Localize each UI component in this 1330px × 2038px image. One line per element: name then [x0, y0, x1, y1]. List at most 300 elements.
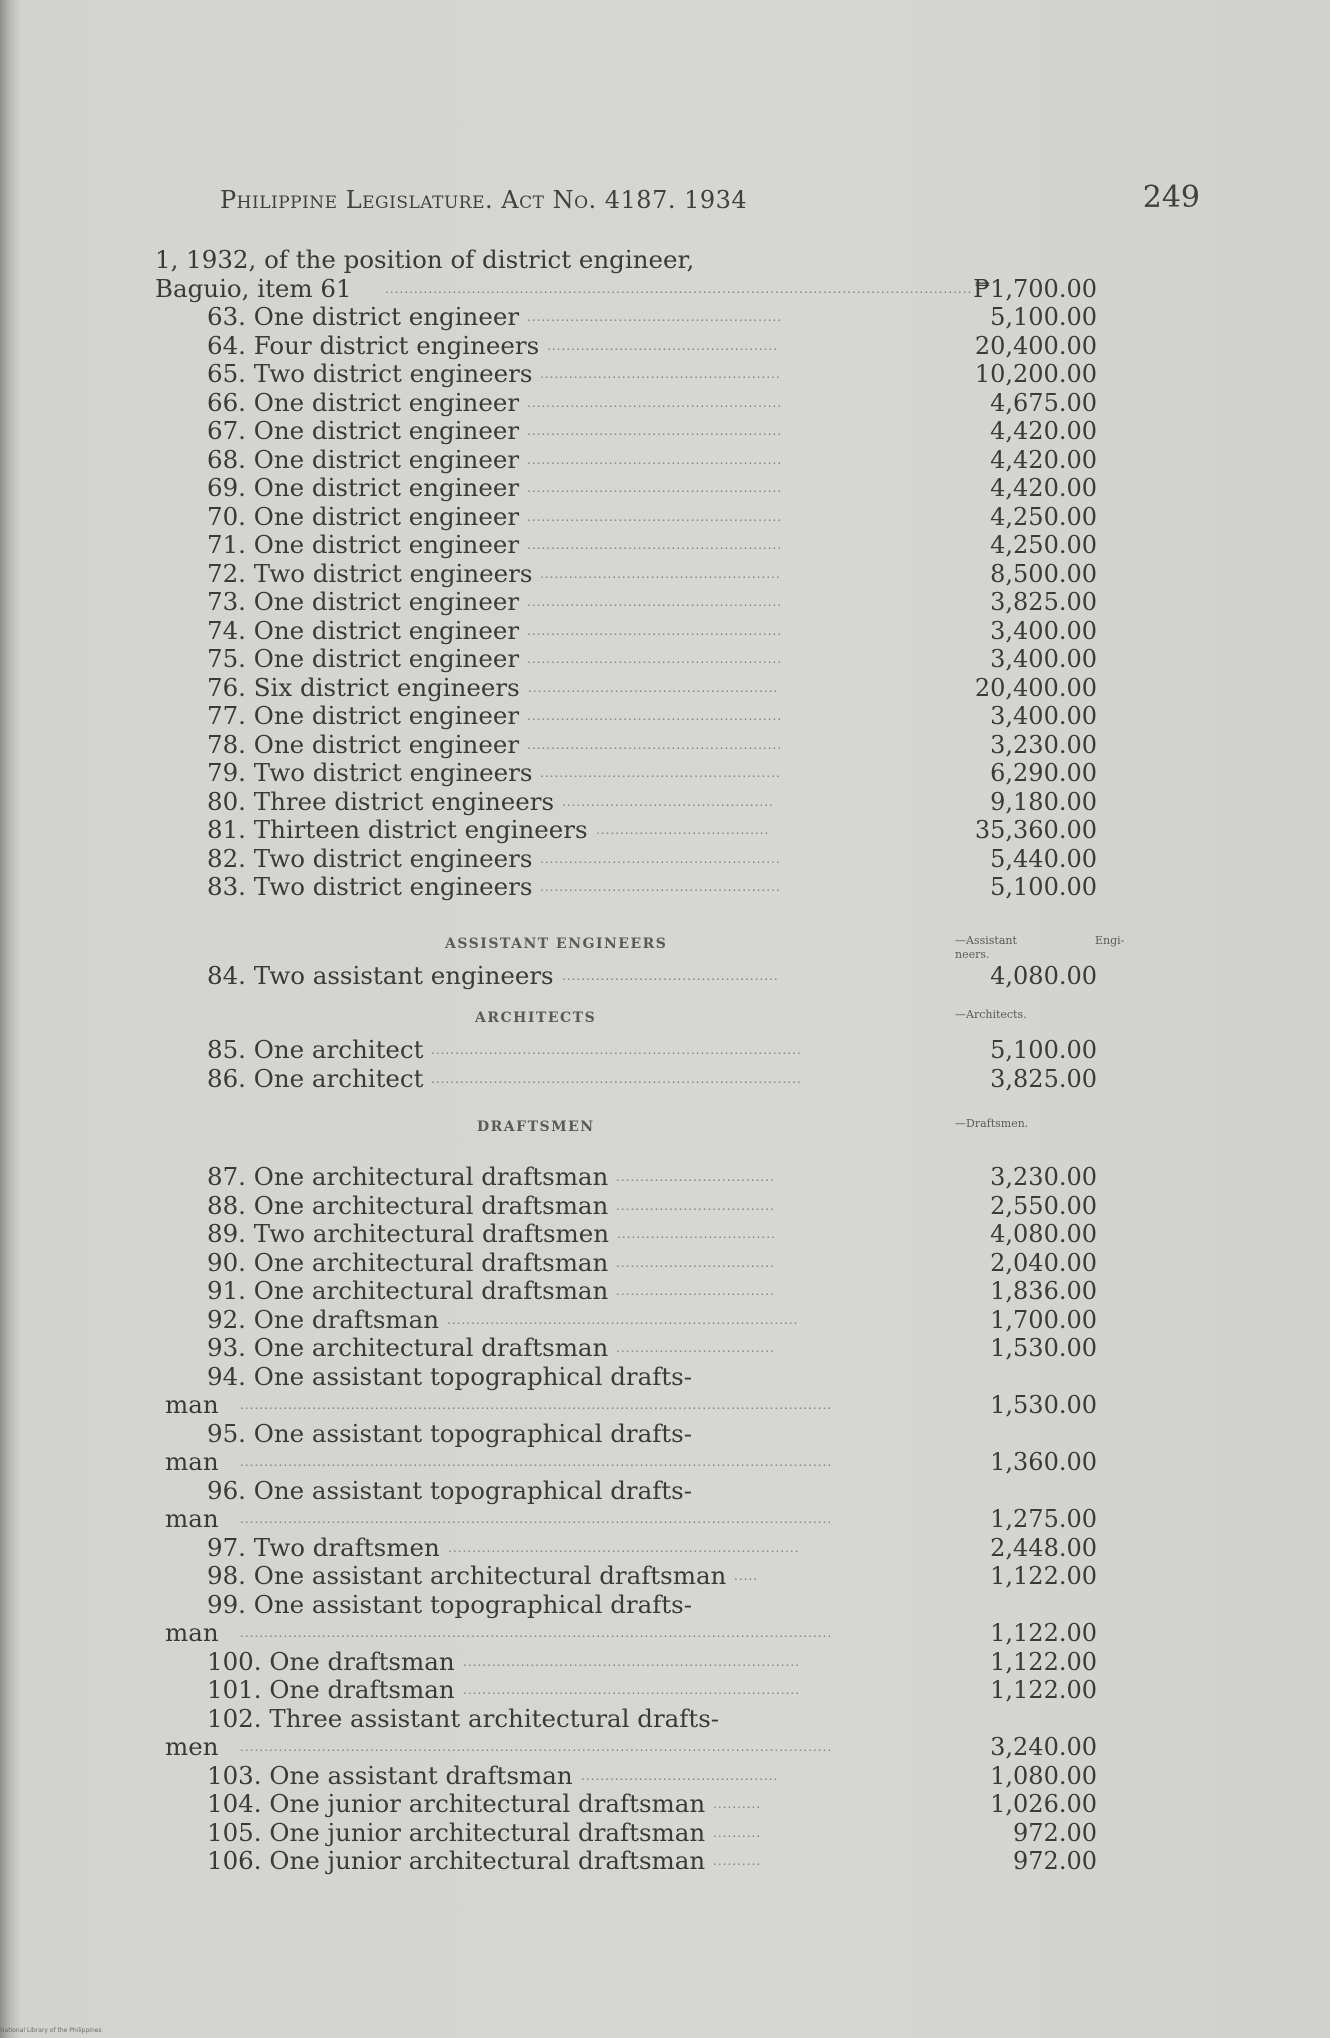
item-text: [207, 617, 519, 646]
item-amount: 4,675.00: [990, 388, 1097, 417]
item-amount: 1,026.00: [990, 1790, 1097, 1818]
leader-dots: .....................................................: [527, 737, 783, 752]
item-amount: 1,360.00: [990, 1448, 1097, 1476]
list-item: [155, 560, 1155, 589]
item-text: [207, 1790, 705, 1819]
item-text: [207, 1676, 455, 1705]
page-number: 249: [1142, 180, 1200, 215]
item-description: One assistant architectural draftsman: [253, 1561, 727, 1590]
leader-dots: .................................: [616, 1198, 775, 1213]
item-description: Two district engineers: [253, 758, 533, 787]
leader-dots: .....................................................: [527, 595, 783, 609]
item-amount: 3,240.00: [990, 1733, 1097, 1761]
item-amount: 4,250.00: [990, 502, 1097, 531]
list-item-continuation: [155, 1448, 1155, 1477]
list-item: [155, 1790, 1155, 1819]
leader-dots: .....: [734, 1569, 759, 1583]
section-title: ARCHITECTS: [475, 1010, 597, 1026]
item-text: [207, 560, 532, 589]
item-number: 80.: [207, 786, 246, 816]
item-description: One junior architectural draftsman: [269, 1789, 706, 1818]
item-amount: 35,360.00: [974, 816, 1097, 844]
item-text: [207, 1477, 692, 1506]
item-text: [207, 731, 519, 760]
leader-dots: ...........................................................................................................................: [240, 1740, 833, 1754]
item-amount: 20,400.00: [974, 331, 1097, 360]
item-number: 81.: [207, 815, 246, 844]
item-text: [207, 303, 519, 332]
item-description: One architect: [253, 1035, 424, 1064]
item-text: [207, 1363, 692, 1392]
item-description: One assistant topographical drafts-: [253, 1589, 692, 1619]
item-text: [207, 360, 532, 389]
section-architects: [155, 1000, 1155, 1036]
item-continuation: man: [165, 1618, 219, 1647]
item-number: 72.: [207, 558, 246, 588]
leader-dots: ...........................................................................................................................: [240, 1512, 833, 1526]
item-amount: 1,080.00: [990, 1761, 1097, 1790]
item-text: [207, 332, 539, 361]
leader-dots: .....................................................: [527, 538, 783, 552]
item-description: One district engineer: [253, 587, 520, 616]
item-continuation: man: [165, 1447, 219, 1476]
item-text: [207, 389, 519, 418]
item-text: [207, 1562, 726, 1591]
item-text: [207, 845, 532, 874]
leader-dots: ..................................................: [540, 367, 781, 381]
list-item: [155, 1163, 1155, 1192]
item-text: [207, 1420, 692, 1449]
leader-dots: ............................................: [562, 794, 774, 809]
item-description: One draftsman: [269, 1646, 455, 1676]
item-amount: 9,180.00: [990, 787, 1097, 816]
leader-dots: ..................................................: [540, 766, 781, 780]
item-text: [207, 1065, 423, 1094]
leader-dots: .............................................................................: [431, 1071, 802, 1086]
item-number: 91.: [207, 1276, 246, 1305]
list-item: [155, 1819, 1155, 1848]
item-amount: 3,825.00: [990, 588, 1097, 616]
item-description: One assistant topographical drafts-: [253, 1475, 692, 1505]
list-item: [155, 389, 1155, 418]
item-description: One district engineer: [253, 701, 520, 730]
list-item: [155, 360, 1155, 389]
item-number: 63.: [207, 302, 246, 331]
leader-dots: ...........................................................................................................................: [240, 1455, 833, 1469]
item-description: Two district engineers: [253, 872, 533, 901]
list-item: [155, 845, 1155, 874]
item-amount: 3,825.00: [990, 1064, 1097, 1093]
item-description: Two draftsmen: [253, 1532, 440, 1562]
item-amount: 4,080.00: [990, 961, 1097, 990]
item-description: Two district engineers: [253, 359, 533, 388]
item-description: Three district engineers: [253, 786, 555, 816]
item-number: 86.: [207, 1063, 246, 1093]
item-number: 83.: [207, 872, 246, 901]
leader-dots: .........................................: [581, 1768, 779, 1783]
item-description: Two assistant engineers: [253, 960, 554, 990]
leader-dots: .........................................................................: [448, 1540, 800, 1555]
leader-dots: .............................................................................: [431, 1043, 802, 1057]
item-amount: 4,250.00: [990, 531, 1097, 559]
item-amount: 1,122.00: [990, 1676, 1097, 1704]
item-text: [207, 873, 532, 902]
item-amount: 10,200.00: [974, 360, 1097, 388]
item-amount: 8,500.00: [990, 559, 1097, 588]
intro-line-1: 1, 1932, of the position of district engineer,: [155, 245, 695, 274]
item-amount: 1,700.00: [990, 1305, 1097, 1334]
margin-note: —Architects.: [955, 1008, 1027, 1021]
draftsmen-list: [155, 1163, 1155, 1876]
list-item: [155, 332, 1155, 361]
item-number: 89.: [207, 1219, 246, 1248]
item-text: [207, 1847, 705, 1876]
list-item: [155, 873, 1155, 902]
section-title: ASSISTANT ENGINEERS: [445, 935, 668, 952]
item-amount: 5,440.00: [990, 844, 1097, 873]
list-item: [155, 816, 1155, 845]
item-continuation: man: [165, 1504, 219, 1533]
list-item: [155, 1065, 1155, 1094]
leader-dots: .....................................................: [527, 424, 783, 438]
intro-line-2: Baguio, item 61: [155, 273, 352, 303]
item-text: [207, 1163, 608, 1192]
item-description: One draftsman: [253, 1304, 440, 1334]
item-number: 76.: [207, 672, 246, 702]
item-text: [207, 816, 588, 845]
item-text: [207, 674, 520, 703]
item-amount: 1,122.00: [990, 1647, 1097, 1676]
list-item: [155, 1249, 1155, 1278]
item-amount: 4,080.00: [990, 1220, 1097, 1248]
item-amount: 3,230.00: [990, 730, 1097, 759]
item-number: 106.: [207, 1846, 262, 1875]
list-item: [155, 1762, 1155, 1791]
item-amount: 2,448.00: [990, 1533, 1097, 1562]
item-description: Four district engineers: [253, 330, 540, 360]
item-description: One district engineer: [253, 444, 520, 474]
intro-amount: ₱1,700.00: [973, 274, 1097, 303]
item-description: One district engineer: [253, 473, 520, 502]
item-amount: 2,040.00: [990, 1248, 1097, 1277]
item-description: Two architectural draftsmen: [253, 1219, 610, 1248]
item-description: One architectural draftsman: [253, 1190, 609, 1220]
list-item: [155, 1192, 1155, 1221]
item-amount: 5,100.00: [990, 1036, 1097, 1064]
item-amount: 972.00: [1013, 1847, 1097, 1875]
item-description: One district engineer: [253, 302, 520, 331]
margin-note-text: Engi-: [1095, 933, 1125, 947]
item-description: One district engineer: [253, 615, 520, 645]
item-number: 88.: [207, 1190, 246, 1220]
leader-dots: ..........: [713, 1797, 762, 1811]
list-item: [155, 759, 1155, 788]
item-number: 100.: [207, 1646, 262, 1676]
list-item: [155, 503, 1155, 532]
list-item: [155, 788, 1155, 817]
item-text: [207, 788, 554, 817]
item-text: [207, 1220, 609, 1249]
item-number: 93.: [207, 1333, 246, 1362]
item-continuation: men: [165, 1732, 219, 1761]
item-description: One junior architectural draftsman: [269, 1846, 706, 1875]
item-amount: 1,122.00: [990, 1562, 1097, 1590]
item-amount: 4,420.00: [990, 445, 1097, 474]
leader-dots: ....................................: [596, 823, 770, 837]
margin-note-text: neers.: [955, 947, 990, 961]
item-text: [207, 962, 554, 991]
item-number: 65.: [207, 359, 246, 388]
item-amount: 2,550.00: [990, 1191, 1097, 1220]
list-item: [155, 674, 1155, 703]
item-number: 104.: [207, 1789, 262, 1818]
list-item: [155, 1306, 1155, 1335]
architects-list: [155, 1036, 1155, 1093]
list-item: [155, 1277, 1155, 1306]
item-description: One architectural draftsman: [253, 1333, 609, 1362]
item-description: One draftsman: [269, 1675, 455, 1704]
leader-dots: ..........: [713, 1854, 762, 1868]
assistant-engineers-list: [155, 962, 1155, 991]
list-item: [155, 417, 1155, 446]
item-text: [207, 446, 519, 475]
item-text: [207, 1591, 692, 1620]
leader-dots: .............................................: [562, 968, 779, 983]
list-item-continuation: [155, 1619, 1155, 1648]
item-description: One district engineer: [253, 416, 520, 445]
leader-dots: ...........................................................................................................................: [240, 1626, 833, 1640]
list-item: [155, 531, 1155, 560]
list-item: [155, 1420, 1155, 1449]
list-item: [155, 303, 1155, 332]
item-description: One district engineer: [253, 530, 520, 559]
item-continuation: man: [165, 1390, 219, 1419]
leader-dots: .................................: [617, 1227, 776, 1241]
list-item: [155, 1705, 1155, 1734]
leader-dots: .....................................................: [527, 310, 783, 324]
item-number: 102.: [207, 1703, 262, 1733]
intro-line: [155, 246, 1155, 275]
item-number: 73.: [207, 587, 246, 616]
item-number: 105.: [207, 1817, 262, 1847]
list-item: [155, 1036, 1155, 1065]
list-item: [155, 1363, 1155, 1392]
list-item: [155, 702, 1155, 731]
item-description: Thirteen district engineers: [253, 815, 588, 844]
leader-dots: .....................................................: [527, 509, 783, 524]
leader-dots: .....................................................: [527, 452, 783, 467]
list-item: [155, 1562, 1155, 1591]
item-number: 66.: [207, 387, 246, 417]
leader-dots: .................................: [616, 1341, 775, 1355]
item-number: 71.: [207, 530, 246, 559]
item-description: Six district engineers: [253, 672, 520, 702]
item-number: 94.: [207, 1361, 246, 1391]
item-amount: 972.00: [1013, 1818, 1097, 1847]
item-text: [207, 645, 519, 674]
item-number: 92.: [207, 1304, 246, 1334]
item-amount: 5,100.00: [990, 303, 1097, 331]
item-description: One junior architectural draftsman: [269, 1817, 706, 1847]
list-item: [155, 1847, 1155, 1876]
item-description: One architectural draftsman: [253, 1162, 609, 1191]
item-number: 77.: [207, 701, 246, 730]
item-number: 82.: [207, 843, 246, 873]
item-number: 99.: [207, 1589, 246, 1619]
leader-dots: ....................................................: [528, 680, 779, 695]
item-text: [207, 1819, 705, 1848]
item-amount: 1,530.00: [990, 1391, 1097, 1419]
list-item: [155, 588, 1155, 617]
item-text: [207, 531, 519, 560]
item-text: [207, 503, 519, 532]
item-number: 85.: [207, 1035, 246, 1064]
item-amount: 3,400.00: [990, 702, 1097, 730]
leader-dots: .................................: [616, 1284, 775, 1298]
leader-dots: ......................................................................: [463, 1654, 801, 1669]
item-number: 84.: [207, 960, 246, 990]
item-number: 101.: [207, 1675, 262, 1704]
intro-line: [155, 275, 1155, 304]
item-number: 70.: [207, 501, 246, 531]
item-description: Two district engineers: [253, 843, 533, 873]
item-number: 90.: [207, 1247, 246, 1277]
leader-dots: ......................................................................: [463, 1683, 801, 1697]
item-amount: 4,420.00: [990, 417, 1097, 445]
list-item-continuation: [155, 1505, 1155, 1534]
leader-dots: ..........................................................................................................................: [385, 281, 973, 296]
item-amount: 6,290.00: [990, 759, 1097, 787]
item-amount: 1,122.00: [990, 1619, 1097, 1647]
leader-dots: .........................................................................: [447, 1312, 799, 1327]
item-text: [207, 1277, 608, 1306]
item-number: 64.: [207, 330, 246, 360]
list-item: [155, 1534, 1155, 1563]
item-description: Two district engineers: [253, 558, 533, 588]
item-number: 78.: [207, 729, 246, 759]
item-amount: 20,400.00: [974, 673, 1097, 702]
list-item: [155, 446, 1155, 475]
item-amount: 1,530.00: [990, 1334, 1097, 1362]
list-item: [155, 1220, 1155, 1249]
item-amount: 3,400.00: [990, 616, 1097, 645]
item-text: [207, 702, 519, 731]
item-description: One district engineer: [253, 501, 520, 531]
item-amount: 1,836.00: [990, 1277, 1097, 1305]
item-description: One architectural draftsman: [253, 1276, 609, 1305]
leader-dots: ..................................................: [540, 880, 781, 894]
leader-dots: ..................................................: [540, 851, 781, 866]
list-item: [155, 1334, 1155, 1363]
page-header: [220, 180, 1200, 220]
item-text: [207, 1334, 608, 1363]
item-description: One architect: [253, 1063, 424, 1093]
item-description: One assistant topographical drafts-: [253, 1361, 692, 1391]
margin-note: [955, 934, 1155, 962]
section-draftsmen: [155, 1109, 1155, 1145]
leader-dots: .................................: [616, 1255, 775, 1270]
item-description: One district engineer: [253, 387, 520, 417]
leader-dots: ..................................................: [540, 566, 781, 581]
list-item: [155, 731, 1155, 760]
leader-dots: .....................................................: [527, 481, 783, 495]
item-text: [207, 417, 519, 446]
item-text: [207, 588, 519, 617]
list-item-continuation: [155, 1733, 1155, 1762]
item-text: [207, 474, 519, 503]
item-amount: 4,420.00: [990, 474, 1097, 502]
item-number: 74.: [207, 615, 246, 645]
item-text: [207, 1534, 440, 1563]
leader-dots: ..........: [713, 1825, 762, 1840]
item-description: One district engineer: [253, 729, 520, 759]
list-item: [155, 645, 1155, 674]
leader-dots: ................................................: [547, 338, 779, 353]
list-item: [155, 1648, 1155, 1677]
list-item-continuation: [155, 1391, 1155, 1420]
item-description: One district engineer: [253, 644, 520, 673]
list-item: [155, 1477, 1155, 1506]
list-item: [155, 1591, 1155, 1620]
item-description: One assistant draftsman: [269, 1760, 573, 1790]
item-amount: 5,100.00: [990, 873, 1097, 901]
item-number: 69.: [207, 473, 246, 502]
leader-dots: .....................................................: [527, 652, 783, 666]
list-item: [155, 962, 1155, 991]
item-number: 87.: [207, 1162, 246, 1191]
item-text: [207, 759, 532, 788]
list-item: [155, 1676, 1155, 1705]
item-number: 79.: [207, 758, 246, 787]
item-text: [207, 1648, 455, 1677]
list-item: [155, 474, 1155, 503]
item-number: 95.: [207, 1418, 246, 1448]
item-amount: 3,230.00: [990, 1163, 1097, 1191]
item-number: 96.: [207, 1475, 246, 1505]
item-amount: 3,400.00: [990, 645, 1097, 673]
item-number: 68.: [207, 444, 246, 474]
scan-footer: National Library of the Philippines: [0, 2027, 102, 2034]
item-amount: 1,275.00: [990, 1505, 1097, 1533]
leader-dots: .....................................................: [527, 623, 783, 638]
district-engineers-list: [155, 303, 1155, 902]
item-number: 67.: [207, 416, 246, 445]
item-text: [207, 1192, 608, 1221]
item-description: One assistant topographical drafts-: [253, 1418, 692, 1448]
item-text: [207, 1306, 439, 1335]
item-description: Three assistant architectural drafts-: [269, 1703, 720, 1733]
item-text: [207, 1705, 719, 1734]
item-number: 97.: [207, 1532, 246, 1562]
leader-dots: .................................: [616, 1170, 775, 1184]
appropriation-list: [155, 246, 1155, 1876]
margin-note-text: —Assistant: [955, 933, 1017, 947]
section-title: DRAFTSMEN: [477, 1119, 595, 1135]
leader-dots: ...........................................................................................................................: [240, 1398, 833, 1412]
item-text: [207, 1249, 608, 1278]
running-head: Philippine Legislature. Act No. 4187. 1934: [220, 186, 748, 214]
item-number: 103.: [207, 1760, 262, 1790]
item-number: 75.: [207, 644, 246, 673]
list-item: [155, 617, 1155, 646]
item-text: [207, 1762, 573, 1791]
item-description: One architectural draftsman: [253, 1247, 609, 1277]
section-assistant-engineers: [155, 926, 1155, 962]
margin-note: —Draftsmen.: [955, 1117, 1029, 1130]
leader-dots: .....................................................: [527, 709, 783, 723]
item-number: 98.: [207, 1561, 246, 1590]
item-text: [207, 1036, 423, 1065]
